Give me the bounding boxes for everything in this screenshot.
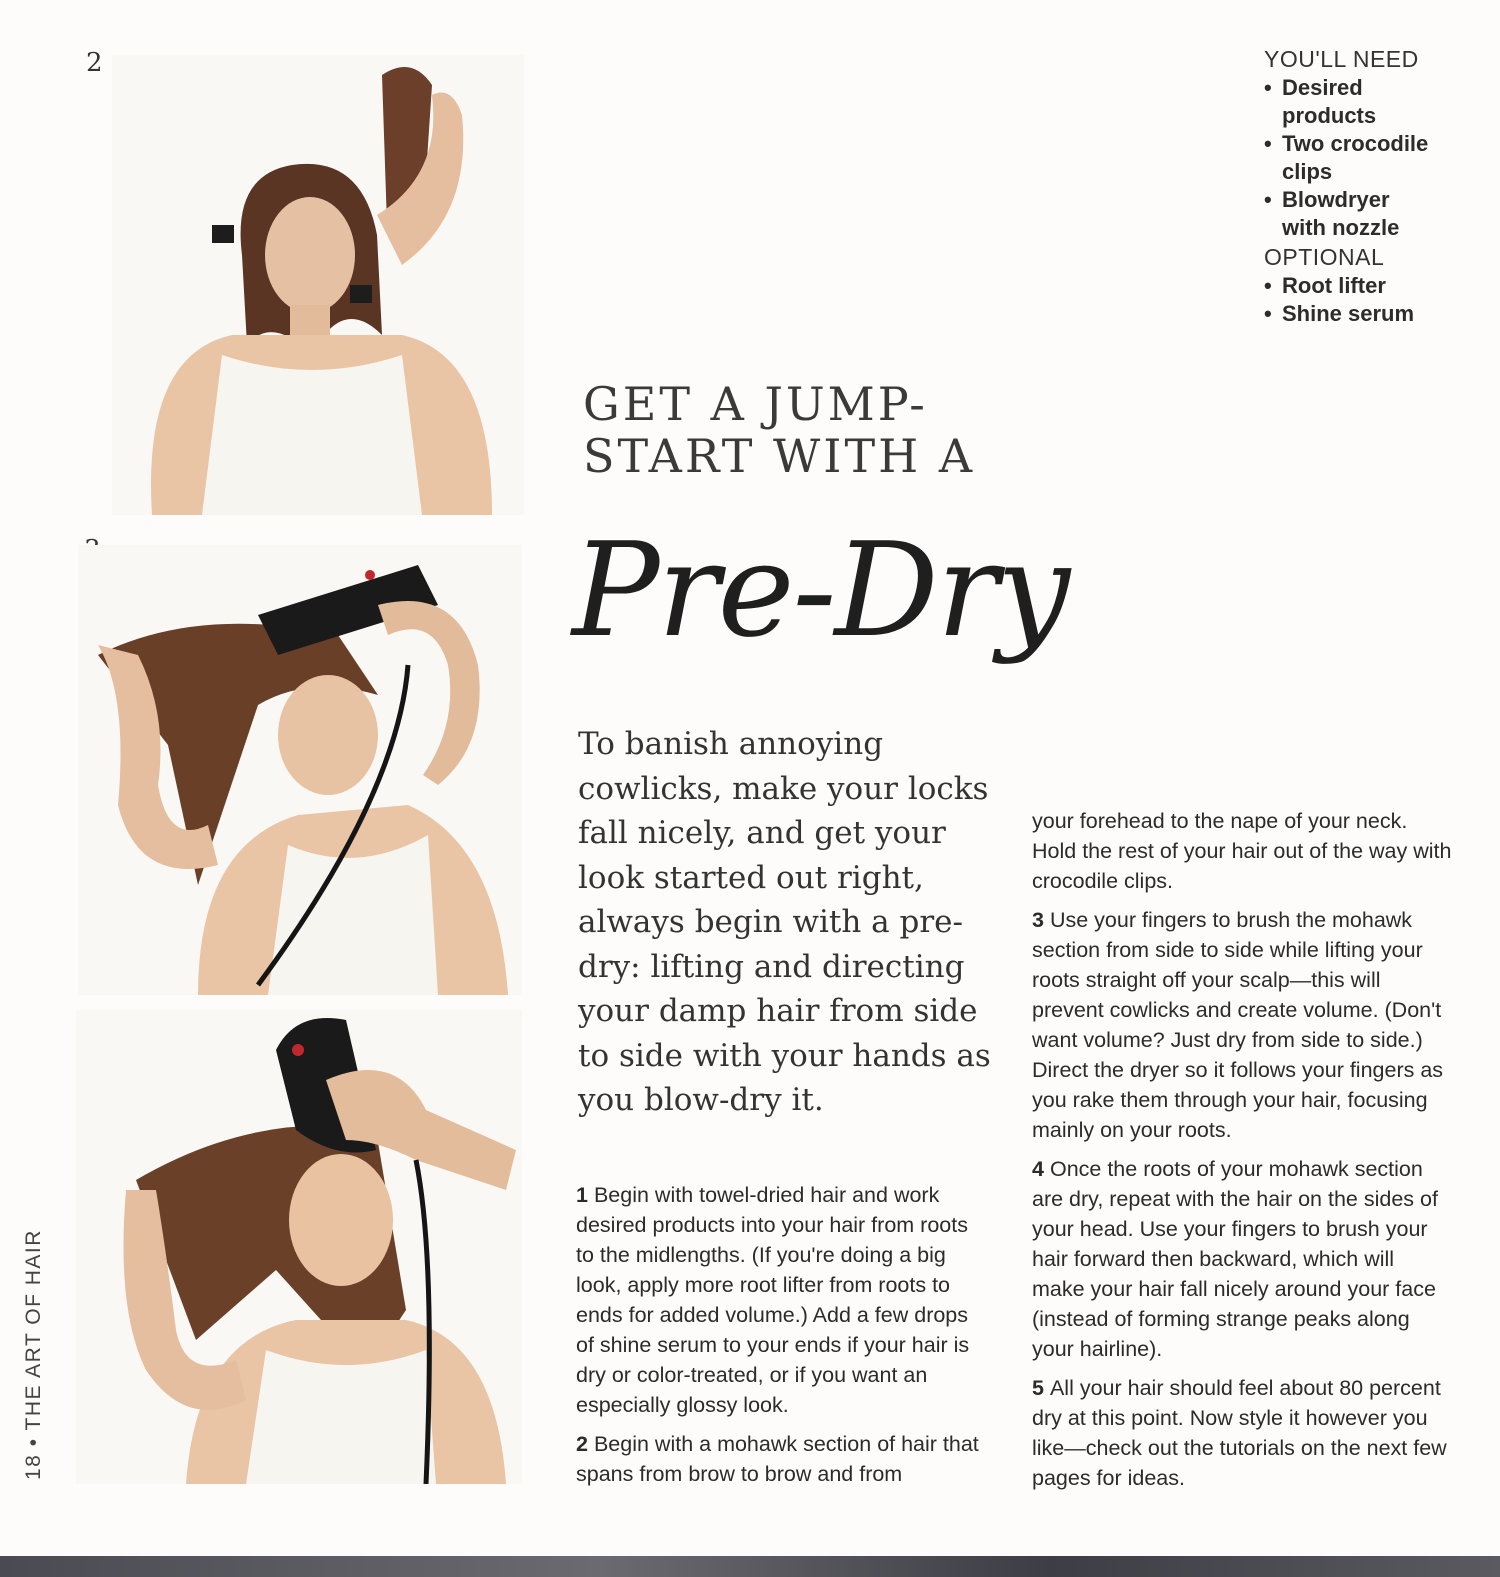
step-number: 2 bbox=[576, 1432, 588, 1456]
optional-items bbox=[1264, 272, 1484, 328]
step-text: Once the roots of your mohawk section are dry, repeat with the hair on the sides of your head. Use your fingers to brush your hair forward then backward, which will make your hair fall nicely around your face (instead of forming strange peaks along your hairline). bbox=[1032, 1157, 1438, 1361]
step-paragraph-continued bbox=[1032, 806, 1452, 896]
woman-blowdrying-sides-illustration bbox=[76, 1010, 522, 1484]
step-2-photo bbox=[112, 55, 524, 515]
step-paragraph bbox=[576, 1180, 986, 1420]
page-edge-strip bbox=[0, 1556, 1500, 1577]
step-text: your forehead to the nape of your neck. Hold the rest of your hair out of the way with crocodile clips. bbox=[1032, 809, 1452, 893]
step-4-photo bbox=[76, 1010, 522, 1484]
step-paragraph bbox=[1032, 1154, 1452, 1364]
step-text: Use your fingers to brush the mohawk section from side to side while lifting your roots straight off your scalp—this will prevent cowlicks and create volume. (Don't want volume? Just dry from side to side.) Direct the dryer so it follows your fingers as you rake them through your hair, focusing mainly on your roots. bbox=[1032, 908, 1444, 1142]
woman-clipping-hair-illustration bbox=[112, 55, 524, 515]
required-items bbox=[1264, 74, 1484, 242]
step-number: 4 bbox=[1032, 1157, 1044, 1181]
step-text: All your hair should feel about 80 percent dry at this point. Now style it however you like—check out the tutorials on the next few pages for ideas. bbox=[1032, 1376, 1447, 1490]
title-line-1: GET A JUMP- bbox=[583, 377, 928, 431]
steps-column-right bbox=[1032, 806, 1452, 1502]
step-number: 1 bbox=[576, 1183, 588, 1207]
step-number: 5 bbox=[1032, 1376, 1044, 1400]
page-folio: 18 • THE ART OF HAIR bbox=[22, 1229, 45, 1480]
title-script: Pre-Dry bbox=[572, 514, 1069, 666]
title-line-2: START WITH A bbox=[583, 429, 976, 483]
supplies-list bbox=[1264, 44, 1484, 328]
optional-heading: OPTIONAL bbox=[1264, 244, 1385, 270]
step-paragraph bbox=[1032, 905, 1452, 1145]
woman-blowdrying-mohawk-illustration bbox=[78, 545, 522, 995]
step-number: 3 bbox=[1032, 908, 1044, 932]
step-text: Begin with towel-dried hair and work desired products into your hair from roots to the midlengths. (If you're doing a big look, apply more root lifter from roots to ends for added volume.) Add a few drops of shine serum to your ends if your hair is dry or color-treated, or if you want an especially glossy look. bbox=[576, 1183, 970, 1417]
supply-item: • Blowdryer with nozzle bbox=[1264, 186, 1422, 242]
step-paragraph bbox=[1032, 1373, 1452, 1493]
step-paragraph bbox=[576, 1429, 986, 1489]
title-lead bbox=[583, 378, 1043, 482]
supplies-heading: YOU'LL NEED bbox=[1264, 46, 1419, 72]
step-3-photo bbox=[78, 545, 522, 995]
step-number-2: 2 bbox=[86, 48, 103, 78]
step-text: Begin with a mohawk section of hair that spans from brow to brow and from bbox=[576, 1432, 979, 1486]
optional-item: • Shine serum bbox=[1264, 300, 1484, 328]
supply-item: • Two crocodile clips bbox=[1264, 130, 1432, 186]
optional-item: • Root lifter bbox=[1264, 272, 1484, 300]
steps-column-left bbox=[576, 1180, 986, 1498]
supply-item: • Desired products bbox=[1264, 74, 1402, 130]
intro-paragraph: To banish annoying cowlicks, make your locks fall nicely, and get your look started out right, always begin with a pre-dry: lifting and directing your damp hair from side to side with your hands as you blow-dry it. bbox=[578, 726, 991, 1118]
